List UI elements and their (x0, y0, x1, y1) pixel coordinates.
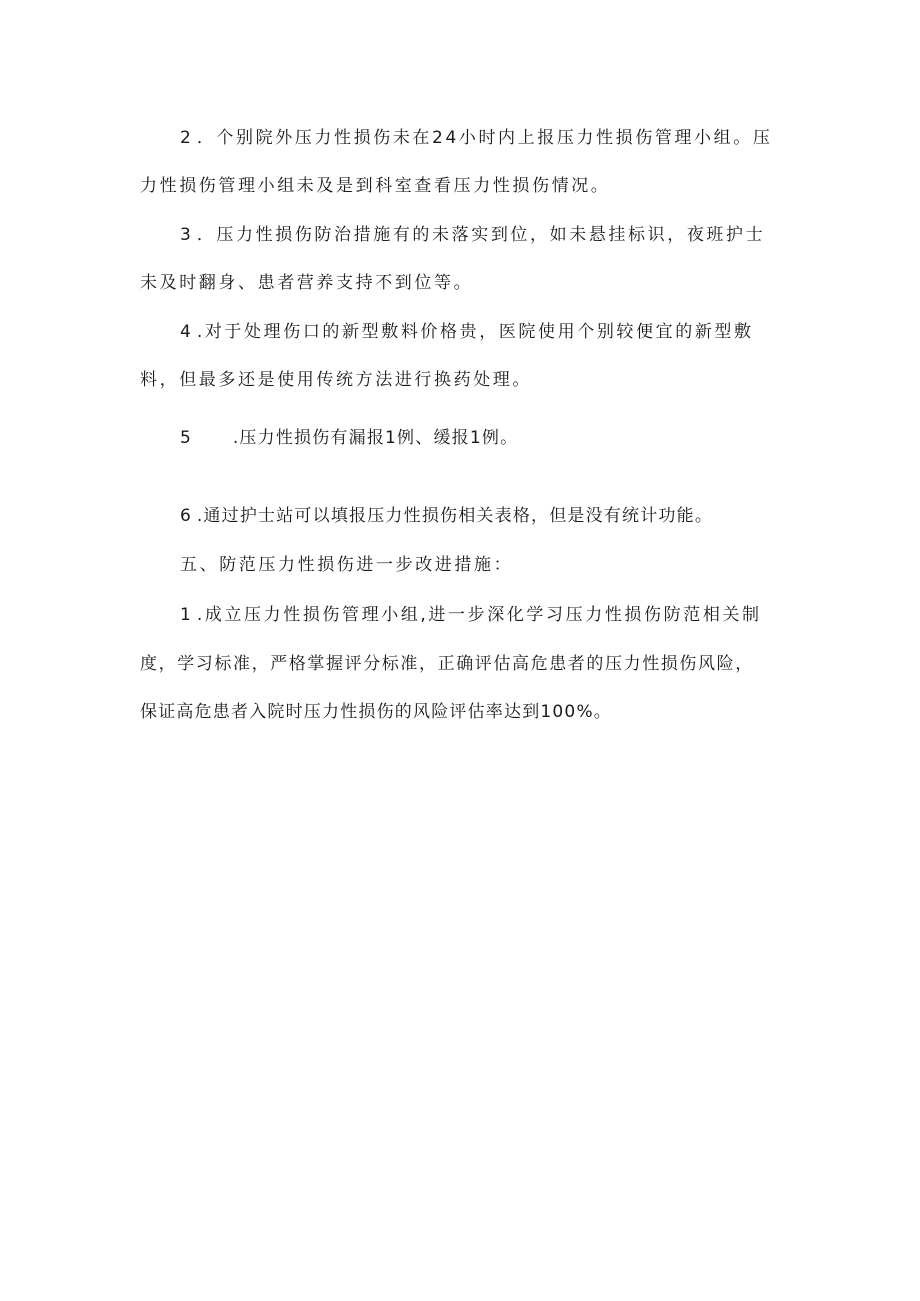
paragraph-text: .成立压力性损伤管理小组,进一步深化学习压力性损伤防范相关制 (196, 605, 762, 625)
paragraph-item-3-line-2 (140, 271, 800, 295)
item-number: 1 (180, 605, 191, 625)
paragraph-text: ．个别院外压力性损伤未在24小时内上报压力性损伤管理小组。压 (196, 128, 773, 148)
paragraph-text: ．压力性损伤防治措施有的未落实到位，如未悬挂标识，夜班护士 (196, 225, 766, 245)
paragraph-measure-1-line-3 (140, 700, 800, 724)
paragraph-text: 度，学习标准，严格掌握评分标准，正确评估高危患者的压力性损伤风险， (140, 654, 754, 674)
section-heading-text: 五、防范压力性损伤进一步改进措施： (180, 555, 514, 575)
paragraph-item-4-line-1 (180, 320, 800, 344)
item-number: 5 (180, 428, 191, 448)
paragraph-measure-1-line-1 (180, 603, 800, 627)
item-number: 3 (180, 225, 191, 245)
paragraph-item-3-line-1 (180, 223, 800, 247)
item-number: 4 (180, 322, 191, 342)
paragraph-item-2-line-2 (140, 174, 800, 198)
paragraph-text: .通过护士站可以填报压力性损伤相关表格，但是没有统计功能。 (196, 506, 714, 526)
paragraph-text: 未及时翻身、患者营养支持不到位等。 (140, 273, 474, 293)
paragraph-item-2-line-1 (180, 126, 800, 150)
paragraph-text: .对于处理伤口的新型敷料价格贵，医院使用个别较便宜的新型敷 (196, 322, 754, 342)
paragraph-text: 保证高危患者入院时压力性损伤的风险评估率达到100%。 (140, 702, 612, 722)
paragraph-item-6-line-1 (180, 504, 800, 528)
paragraph-measure-1-line-2 (140, 652, 800, 676)
item-number: 6 (180, 506, 191, 526)
paragraph-item-5-line-1 (180, 426, 800, 450)
item-number: 2 (180, 128, 191, 148)
section-heading (180, 553, 800, 577)
paragraph-text: 力性损伤管理小组未及是到科室查看压力性损伤情况。 (140, 176, 611, 196)
paragraph-text: .压力性损伤有漏报1例、缓报1例。 (232, 428, 519, 448)
paragraph-item-4-line-2 (140, 368, 800, 392)
paragraph-text: 料，但最多还是使用传统方法进行换药处理。 (140, 370, 532, 390)
